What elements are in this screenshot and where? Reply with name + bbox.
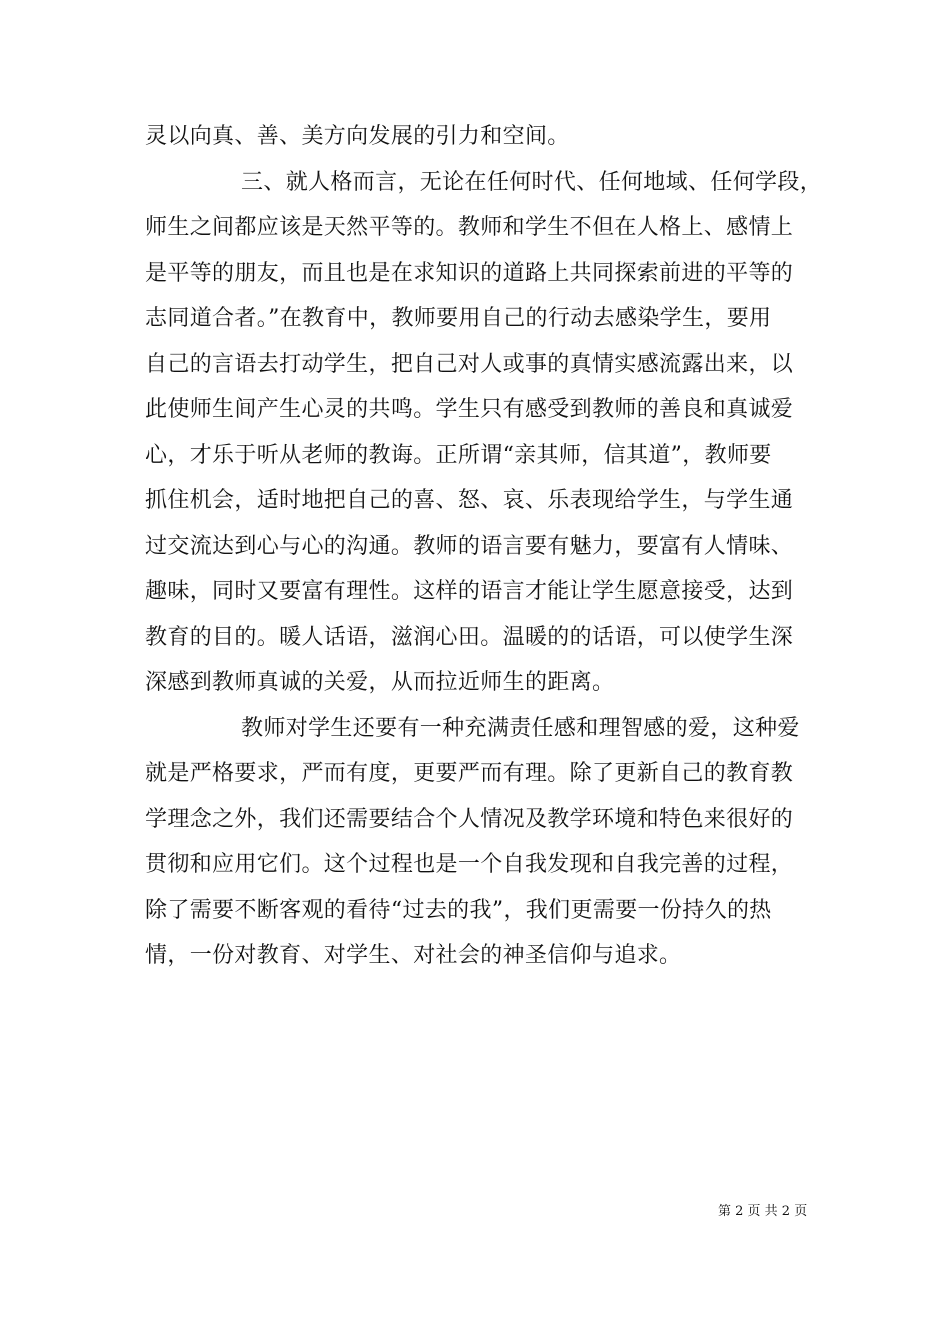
text-line: 情，一份对教育、对学生、对社会的神圣信仰与追求。 [145,943,682,968]
text-line: 此使师生间产生心灵的共鸣。学生只有感受到教师的善良和真诚爱 [145,397,794,422]
text-line: 深感到教师真诚的关爱，从而拉近师生的距离。 [145,670,615,695]
text-line: 是平等的朋友，而且也是在求知识的道路上共同探索前进的平等的 [145,260,794,286]
text-line: 抓住机会，适时地把自己的喜、怒、哀、乐表现给学生，与学生通 [145,488,794,513]
document-body [145,114,823,979]
page-number-footer: 第 2 页 共 2 页 [718,1204,808,1219]
text-line: 志同道合者。”在教育中，教师要用自己的行动去感染学生，要用 [145,306,772,331]
text-line: 贯彻和应用它们。这个过程也是一个自我发现和自我完善的过程， [145,852,794,877]
text-line: 过交流达到心与心的沟通。教师的语言要有魅力，要富有人情味、 [145,533,794,559]
text-line-paragraph-start: 三、就人格而言，无论在任何时代、任何地域、任何学段， [241,169,823,195]
text-line-paragraph-start: 教师对学生还要有一种充满责任感和理智感的爱，这种爱 [241,715,800,741]
text-line: 灵以向真、善、美方向发展的引力和空间。 [145,124,570,149]
text-line: 教育的目的。暖人话语，滋润心田。温暖的的话语，可以使学生深 [145,624,794,650]
text-line: 就是严格要求，严而有度，更要严而有理。除了更新自己的教育教 [145,761,794,786]
text-line: 心，才乐于听从老师的教诲。正所谓“亲其师，信其道”，教师要 [145,442,772,468]
text-line: 自己的言语去打动学生，把自己对人或事的真情实感流露出来，以 [145,351,794,377]
text-line: 除了需要不断客观的看待“过去的我”，我们更需要一份持久的热 [145,897,772,923]
text-line: 师生之间都应该是天然平等的。教师和学生不但在人格上、感情上 [145,215,794,240]
text-line: 趣味，同时又要富有理性。这样的语言才能让学生愿意接受，达到 [145,579,794,604]
text-line: 学理念之外，我们还需要结合个人情况及教学环境和特色来很好的 [145,806,794,832]
